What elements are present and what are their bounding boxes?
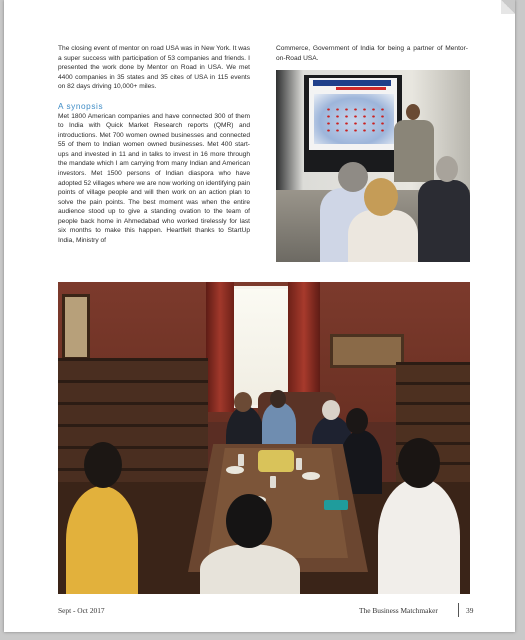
- presentation-photo: [276, 70, 470, 262]
- audience-member: [348, 210, 418, 262]
- synopsis-paragraph: Met 1800 American companies and have connected 300 of them to India with Quick Market Research reports (QMR) and introductions. Met 700 women owned businesses and connected 55 of them to Indian women owned businesses. Met 400 start-ups and invested in 11 and in talks to invest in 16 more through the mandate which I am carrying from many Indian and American investors. Met 1500 persons of Indian diaspora who have adopted 52 villages where we are now working on identifying pain points of village people and will then work on an action plan to solve the pain points. The best moment was when the entire audience stood up to give a standing ovation to the team of people back home in Ahmedabad who worked tirelessly for last six months to make this happen. Heartfelt thanks to StartUp India, Ministry of: [58, 112, 250, 244]
- right-text-column: [276, 44, 468, 63]
- footer-divider: [458, 603, 459, 617]
- continued-paragraph: Commerce, Government of India for being a partner of Mentor-on-Road USA.: [276, 45, 468, 62]
- magazine-page: [4, 0, 515, 632]
- wall-portrait: [62, 294, 90, 360]
- presenter: [394, 120, 434, 182]
- footer-issue-date: Sept - Oct 2017: [58, 606, 105, 615]
- window: [230, 286, 296, 408]
- fruit-tray: [258, 450, 294, 472]
- synopsis-heading: A synopsis: [58, 101, 104, 111]
- meeting-photo: [58, 282, 470, 594]
- page-number: 39: [466, 606, 474, 615]
- wall-painting: [330, 334, 404, 368]
- intro-paragraph: The closing event of mentor on road USA was in New York. It was a super success with participation of 53 companies and friends. I presented the work done by Mentor on Road in USA. We met 4400 companies in 35 states and 35 cites of USA in 115 events on 82 days driving 10,000+ miles.: [58, 45, 250, 91]
- footer-publication-name: The Business Matchmaker: [359, 606, 438, 615]
- left-text-column: [58, 44, 250, 245]
- page-corner-curl: [501, 0, 515, 14]
